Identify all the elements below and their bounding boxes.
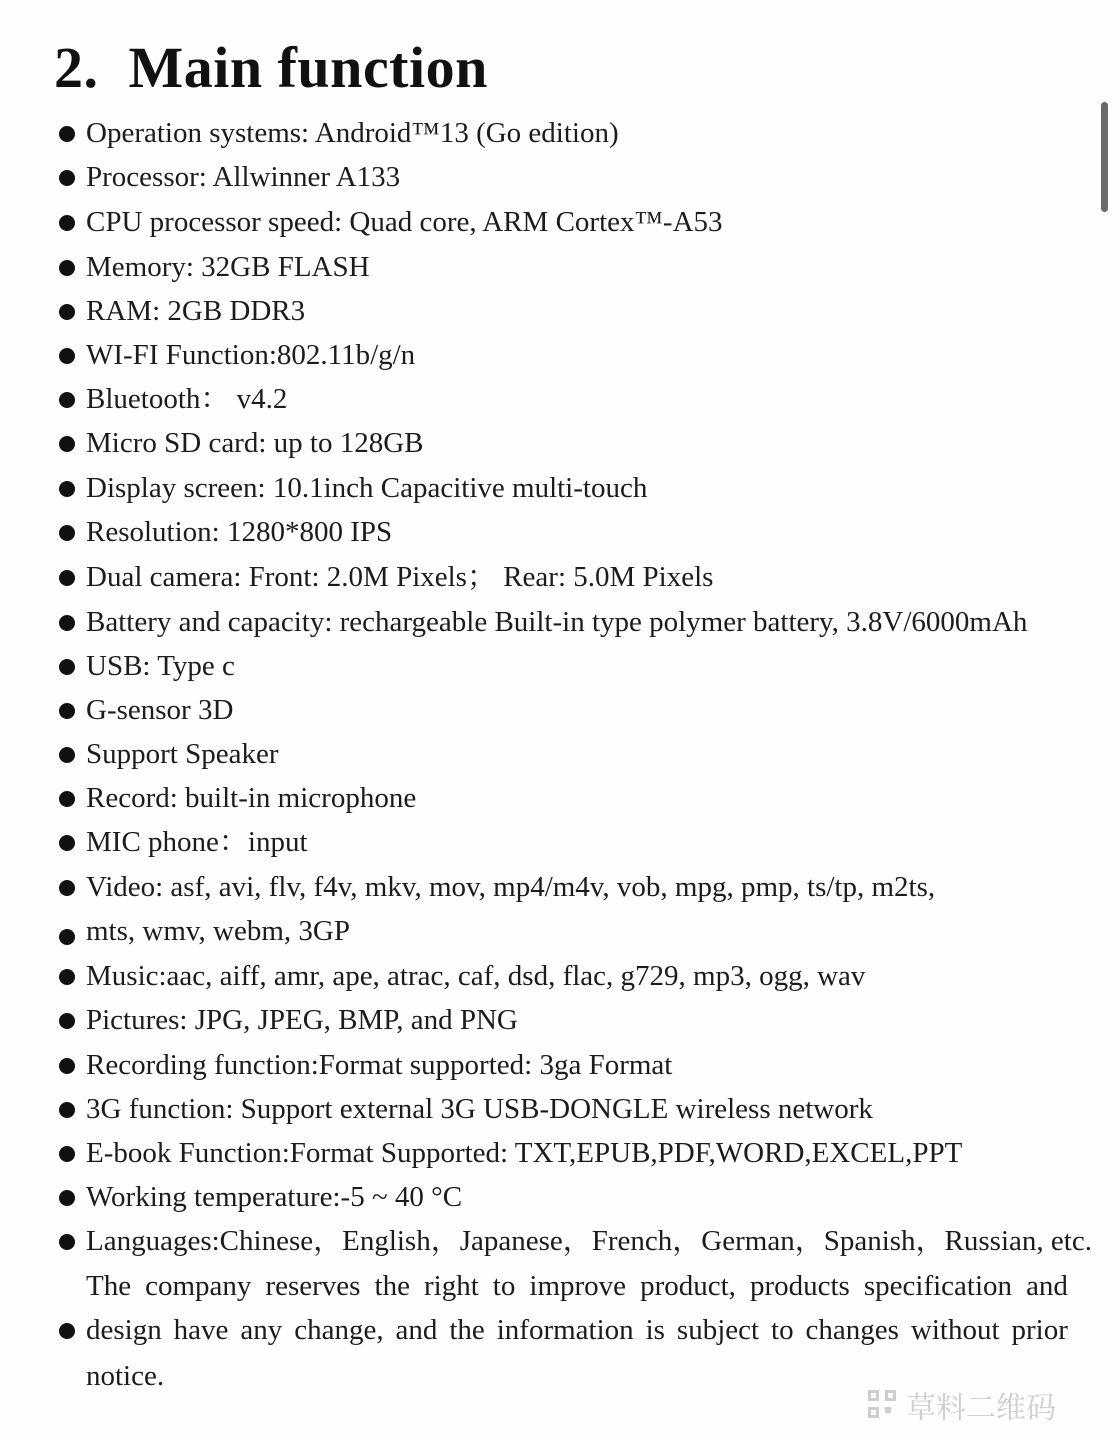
list-item: Recording function:Format supported: 3ga Format xyxy=(0,1043,1117,1087)
bullet-icon xyxy=(59,481,75,497)
bullet-icon xyxy=(59,304,75,320)
disclaimer-word: The xyxy=(86,1270,132,1302)
list-item: Bluetooth： v4.2 xyxy=(0,377,1117,421)
disclaimer-word: is xyxy=(645,1314,665,1346)
disclaimer-word: any xyxy=(240,1314,283,1346)
disclaimer-word: without xyxy=(910,1314,1000,1346)
disclaimer-word: and xyxy=(1026,1270,1068,1302)
bullet-icon xyxy=(59,1146,75,1162)
disclaimer-word: right xyxy=(423,1270,479,1302)
disclaimer-word: the xyxy=(449,1314,485,1346)
list-item: 3G function: Support external 3G USB-DONGLE wireless network xyxy=(0,1087,1117,1131)
list-item: USB: Type c xyxy=(0,644,1117,688)
disclaimer-word: to xyxy=(771,1314,794,1346)
bullet-icon xyxy=(59,392,75,408)
bullet-icon xyxy=(59,1234,75,1250)
disclaimer-word: reserves xyxy=(265,1270,361,1302)
qr-code-icon xyxy=(868,1390,898,1420)
watermark xyxy=(868,1385,1056,1425)
section-title: Main function xyxy=(128,35,488,100)
disclaimer-word: design xyxy=(86,1314,162,1346)
list-item: Operation systems: Android™13 (Go edition) xyxy=(0,111,1117,155)
disclaimer-word: the xyxy=(374,1270,410,1302)
list-item: MIC phone：input xyxy=(0,820,1117,864)
list-item: Processor: Allwinner A133 xyxy=(0,155,1117,199)
bullet-icon xyxy=(59,835,75,851)
bullet-icon xyxy=(59,747,75,763)
list-item: Memory: 32GB FLASH xyxy=(0,245,1117,289)
bullet-icon xyxy=(59,791,75,807)
disclaimer-line xyxy=(86,1264,1068,1308)
scrollbar-thumb[interactable] xyxy=(1101,102,1108,212)
list-item: RAM: 2GB DDR3 xyxy=(0,289,1117,333)
disclaimer-word: have xyxy=(173,1314,229,1346)
list-item: Resolution: 1280*800 IPS xyxy=(0,510,1117,554)
bullet-icon xyxy=(59,703,75,719)
bullet-icon xyxy=(59,929,75,945)
list-item: Languages:Chinese，English，Japanese，French，German，Spanish，Russian, etc. xyxy=(0,1219,1117,1263)
list-item: Micro SD card: up to 128GB xyxy=(0,421,1117,465)
watermark-text: 草料二维码 xyxy=(906,1391,1056,1426)
bullet-icon xyxy=(59,215,75,231)
bullet-icon xyxy=(59,1323,75,1339)
bullet-icon xyxy=(59,1058,75,1074)
bullet-icon xyxy=(59,348,75,364)
disclaimer-word: changes xyxy=(805,1314,899,1346)
list-item: CPU processor speed: Quad core, ARM Cortex™-A53 xyxy=(0,200,1117,244)
disclaimer-word: change, xyxy=(294,1314,384,1346)
list-item: G-sensor 3D xyxy=(0,688,1117,732)
list-item: WI-FI Function:802.11b/g/n xyxy=(0,333,1117,377)
bullet-icon xyxy=(59,126,75,142)
section-number: 2. xyxy=(54,35,99,100)
list-item: Display screen: 10.1inch Capacitive multi-touch xyxy=(0,466,1117,510)
disclaimer-word: product, xyxy=(640,1270,736,1302)
list-item: E-book Function:Format Supported: TXT,EPUB,PDF,WORD,EXCEL,PPT xyxy=(0,1131,1117,1175)
bullet-icon xyxy=(59,969,75,985)
list-item: mts, wmv, webm, 3GP xyxy=(0,909,1117,953)
bullet-icon xyxy=(59,260,75,276)
list-item: Music:aac, aiff, amr, ape, atrac, caf, dsd, flac, g729, mp3, ogg, wav xyxy=(0,954,1117,998)
disclaimer-word: information xyxy=(496,1314,634,1346)
bullet-icon xyxy=(59,659,75,675)
bullet-icon xyxy=(59,1190,75,1206)
list-item: Pictures: JPG, JPEG, BMP, and PNG xyxy=(0,998,1117,1042)
bullet-icon xyxy=(59,525,75,541)
disclaimer-word: prior xyxy=(1011,1314,1068,1346)
disclaimer-line: notice. xyxy=(86,1360,165,1392)
bullet-icon xyxy=(59,615,75,631)
bullet-icon xyxy=(59,1013,75,1029)
disclaimer-word: to xyxy=(492,1270,516,1302)
list-item: Working temperature:-5 ~ 40 °C xyxy=(0,1175,1117,1219)
list-item: Video: asf, avi, flv, f4v, mkv, mov, mp4/m4v, vob, mpg, pmp, ts/tp, m2ts, xyxy=(0,865,1117,909)
disclaimer-word: company xyxy=(145,1270,252,1302)
list-item: Battery and capacity: rechargeable Built-in type polymer battery, 3.8V/6000mAh xyxy=(0,600,1117,644)
disclaimer-word: subject xyxy=(676,1314,760,1346)
disclaimer-word: products xyxy=(749,1270,850,1302)
bullet-icon xyxy=(59,570,75,586)
disclaimer-line xyxy=(86,1308,1068,1352)
disclaimer-word: improve xyxy=(529,1270,627,1302)
bullet-icon xyxy=(59,1102,75,1118)
section-heading xyxy=(54,32,488,104)
bullet-icon xyxy=(59,436,75,452)
bullet-icon xyxy=(59,170,75,186)
bullet-icon xyxy=(59,880,75,896)
list-item: Dual camera: Front: 2.0M Pixels； Rear: 5.0M Pixels xyxy=(0,555,1117,599)
list-item: Support Speaker xyxy=(0,732,1117,776)
list-item: Record: built-in microphone xyxy=(0,776,1117,820)
disclaimer-word: specification xyxy=(863,1270,1013,1302)
disclaimer-word: and xyxy=(395,1314,438,1346)
